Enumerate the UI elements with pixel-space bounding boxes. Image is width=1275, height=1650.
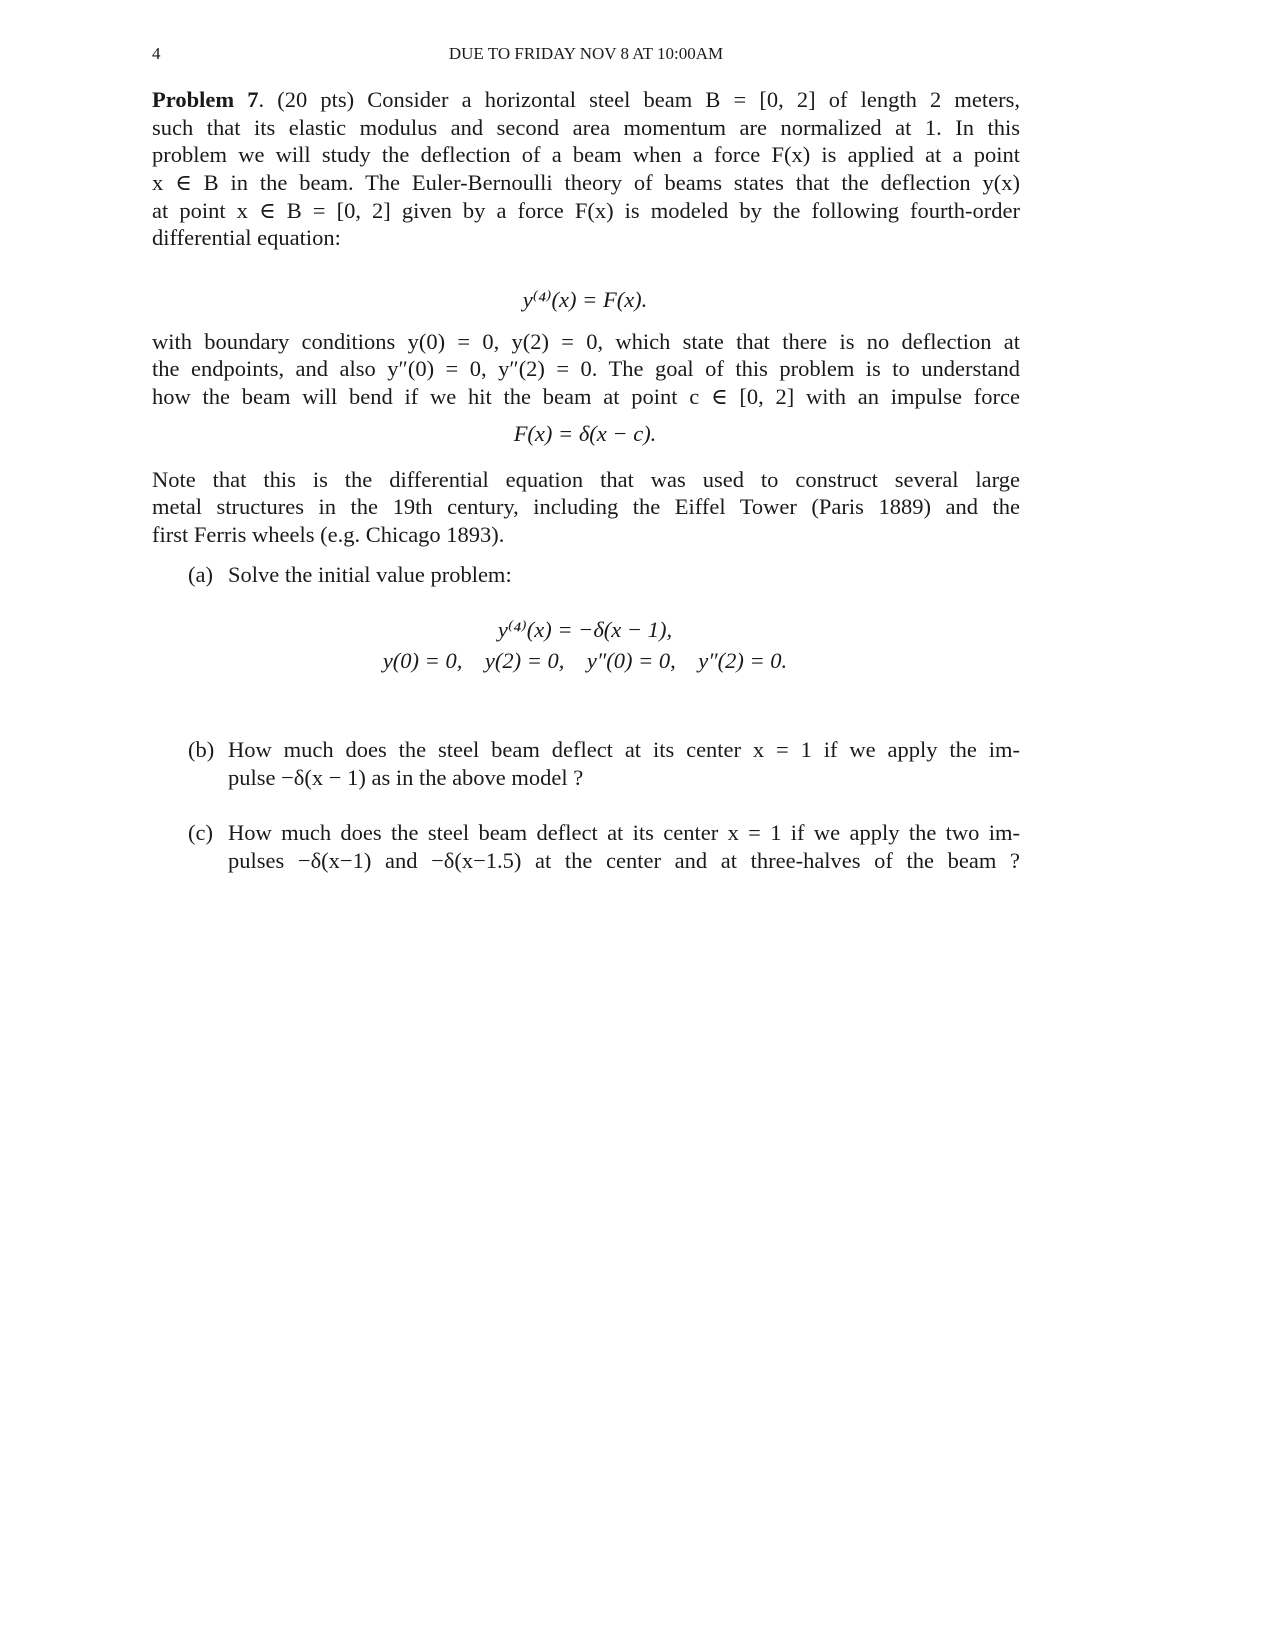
problem-intro-line: x ∈ B in the beam. The Euler-Bernoulli theory of beams states that the deflection y(x): [152, 170, 1020, 195]
part-c-label: (c): [188, 820, 213, 845]
page-number: 4: [152, 44, 161, 63]
equation-force: F(x) = δ(x − c).: [513, 421, 657, 446]
part-a-equation: y⁽⁴⁾(x) = −δ(x − 1),: [497, 617, 673, 642]
part-a-conditions: y(0) = 0, y(2) = 0, y″(0) = 0, y″(2) = 0.: [382, 648, 788, 673]
part-a-label: (a): [188, 562, 213, 587]
part-a-text: Solve the initial value problem:: [228, 562, 512, 587]
problem-intro-line: at point x ∈ B = [0, 2] given by a force F(x) is modeled by the following fourth-order: [152, 198, 1020, 223]
note-line: first Ferris wheels (e.g. Chicago 1893).: [152, 522, 505, 547]
problem-intro-line: differential equation:: [152, 225, 341, 250]
part-c-line: pulses −δ(x−1) and −δ(x−1.5) at the center and at three-halves of the beam ?: [228, 848, 1020, 873]
page-header-title: DUE TO FRIDAY NOV 8 AT 10:00AM: [448, 44, 724, 63]
boundary-line: with boundary conditions y(0) = 0, y(2) = 0, which state that there is no deflection at: [152, 329, 1020, 354]
part-b-line: How much does the steel beam deflect at its center x = 1 if we apply the im-: [228, 737, 1020, 762]
note-line: metal structures in the 19th century, including the Eiffel Tower (Paris 1889) and the: [152, 494, 1020, 519]
part-c-line: How much does the steel beam deflect at its center x = 1 if we apply the two im-: [228, 820, 1020, 845]
note-line: Note that this is the differential equation that was used to construct several large: [152, 467, 1020, 492]
part-b-label: (b): [188, 737, 215, 762]
problem-intro-line: problem we will study the deflection of a beam when a force F(x) is applied at a point: [152, 142, 1020, 167]
problem-label: Problem 7: [152, 87, 259, 112]
part-b-line: pulse −δ(x − 1) as in the above model ?: [228, 765, 584, 790]
problem-intro-line: such that its elastic modulus and second area momentum are normalized at 1. In this: [152, 115, 1020, 140]
problem-intro-line: Problem 7. (20 pts) Consider a horizontal steel beam B = [0, 2] of length 2 meters,: [152, 87, 1020, 112]
boundary-line: how the beam will bend if we hit the beam at point c ∈ [0, 2] with an impulse force: [152, 384, 1020, 409]
equation-main: y⁽⁴⁾(x) = F(x).: [522, 287, 648, 312]
boundary-line: the endpoints, and also y″(0) = 0, y″(2) = 0. The goal of this problem is to understand: [152, 356, 1020, 381]
